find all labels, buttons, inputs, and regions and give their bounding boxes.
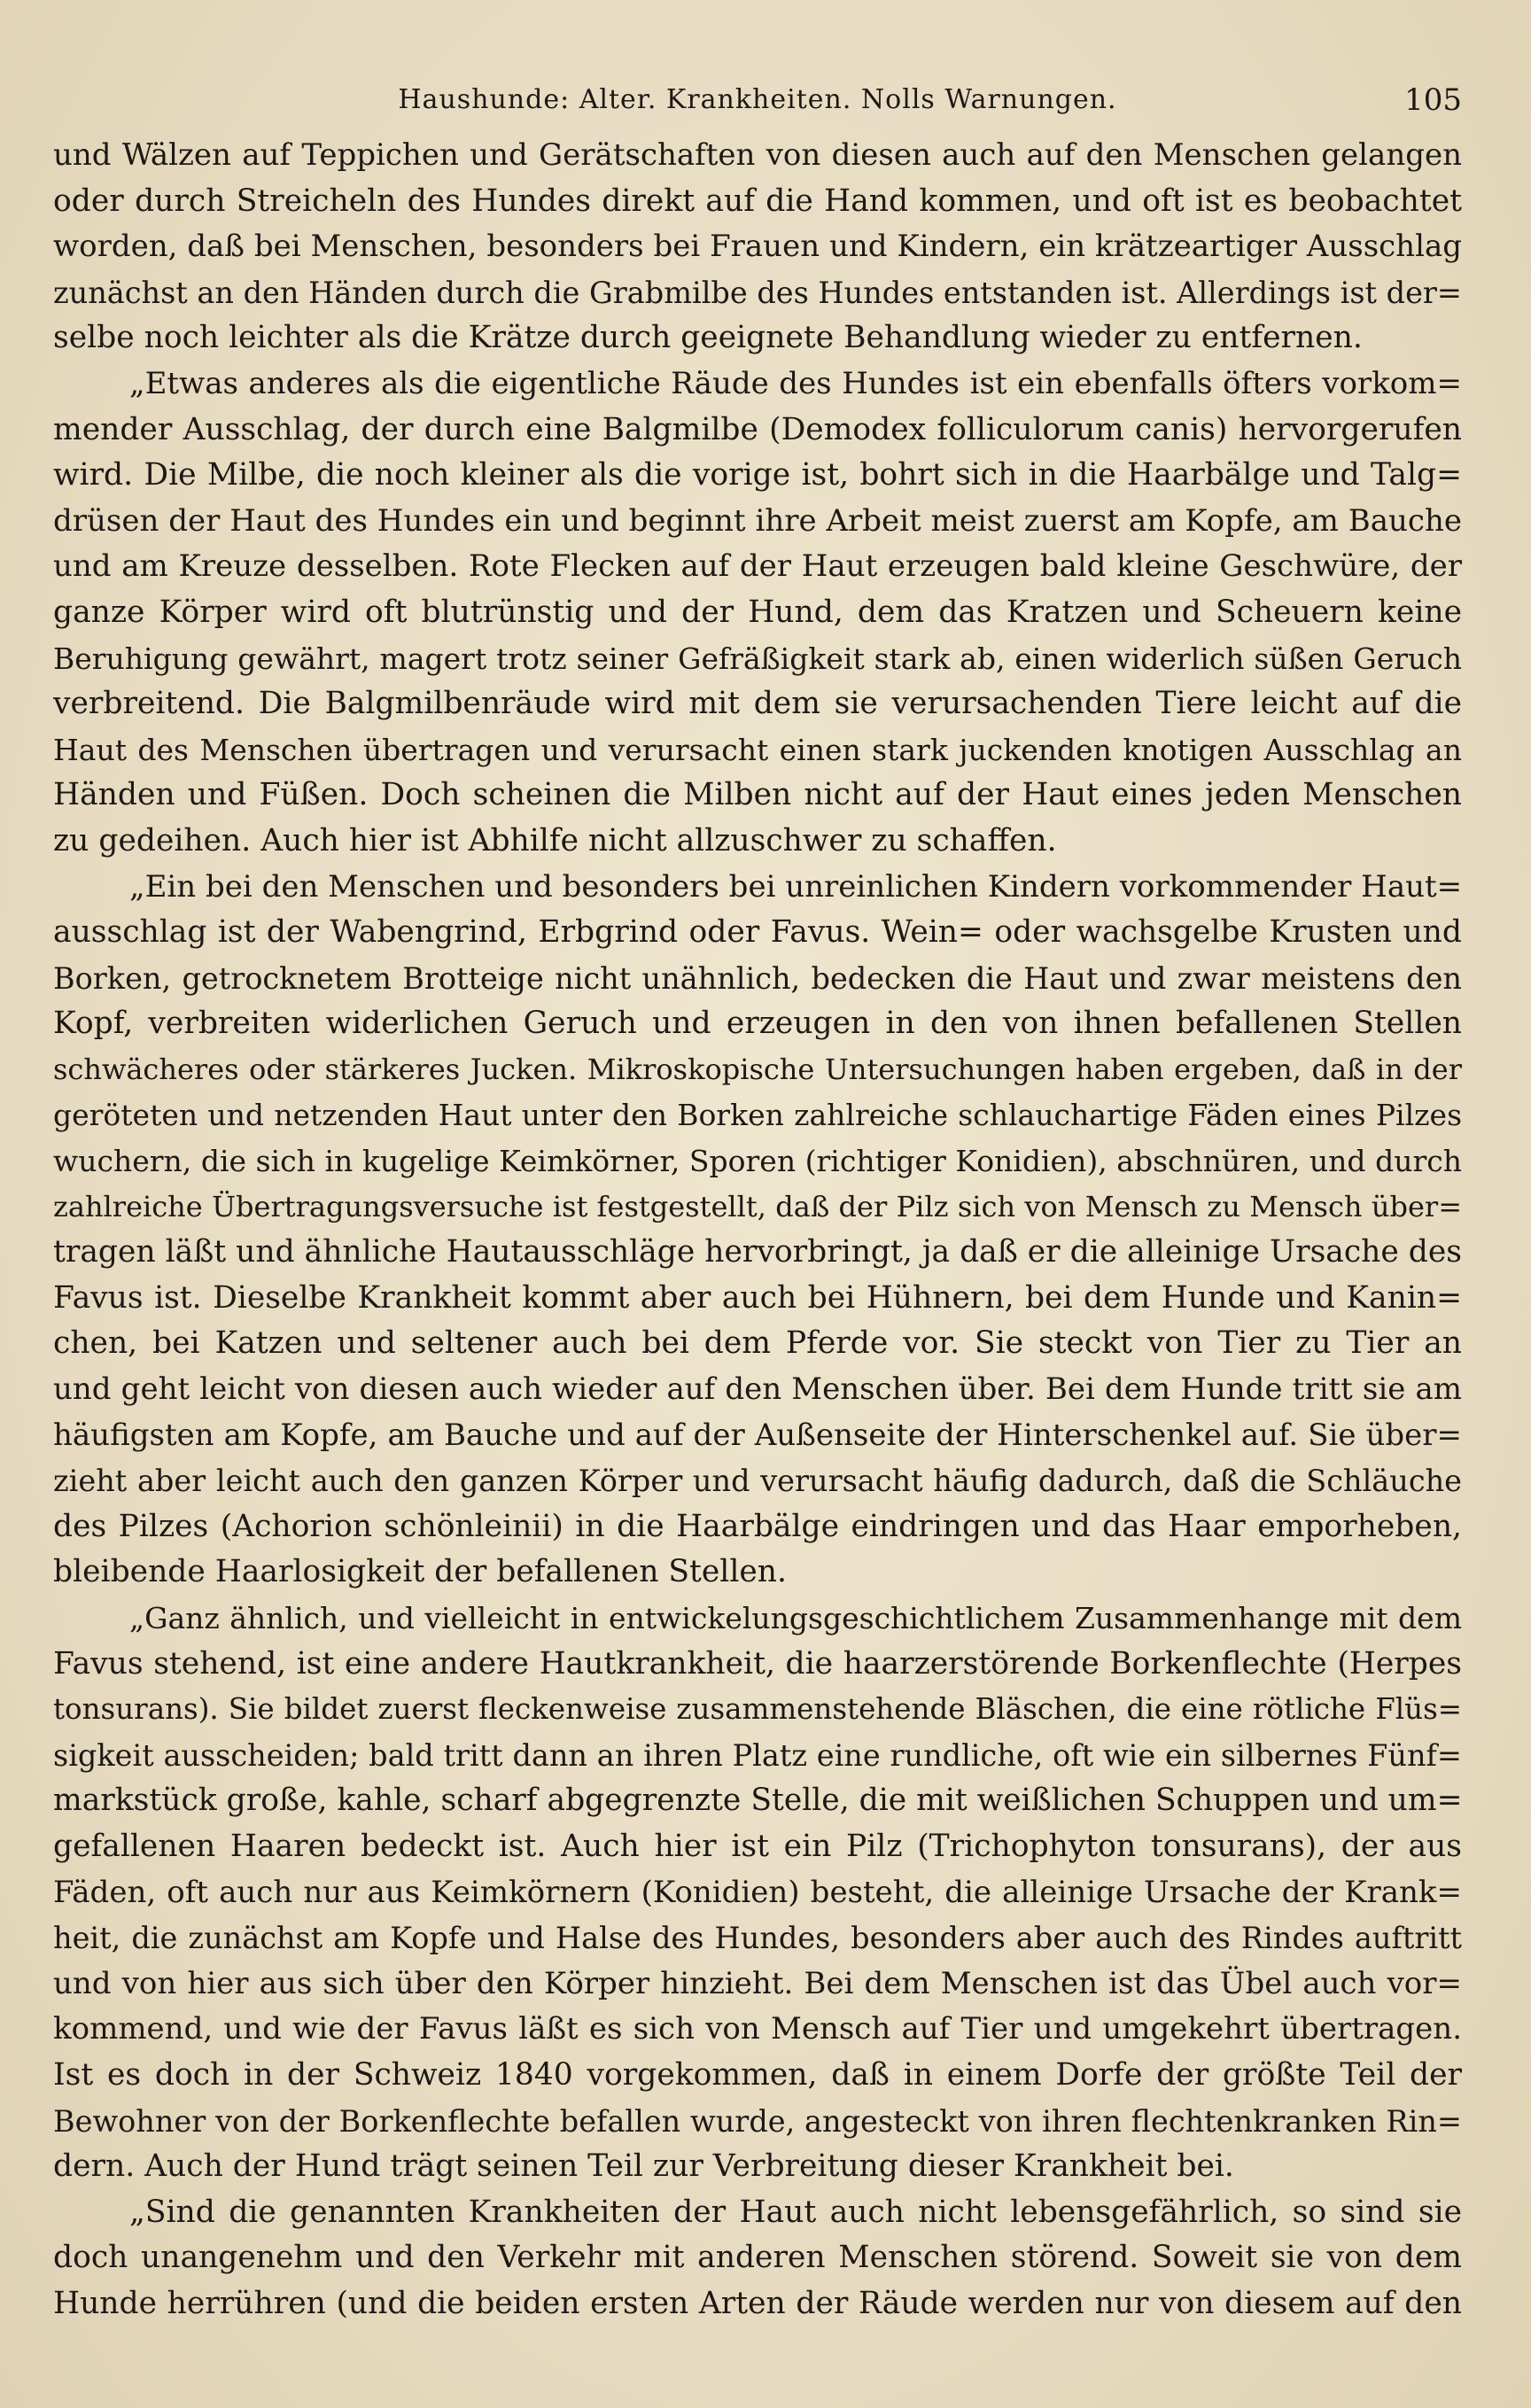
text-line: „Sind die genannten Krankheiten der Haut auch nicht lebensgefährlich, so sind sie: [129, 2194, 1462, 2230]
text-line: doch unangenehm und den Verkehr mit anderen Menschen störend. Soweit sie von dem: [53, 2240, 1462, 2276]
text-line: Fäden, oft auch nur aus Keimkörnern (Konidien) besteht, die alleinige Ursache der Krank=: [53, 1874, 1462, 1910]
text-line: bleibende Haarlosigkeit der befallenen Stellen.: [53, 1554, 787, 1590]
text-line: sigkeit ausscheiden; bald tritt dann an ihren Platz eine rundliche, oft wie ein silbernes Fünf=: [53, 1737, 1462, 1773]
text-line: wuchern, die sich in kugelige Keimkörner, Sporen (richtiger Konidien), abschnüren, und durch: [53, 1144, 1462, 1179]
text-line: Favus stehend, ist eine andere Hautkrankheit, die haarzerstörende Borkenflechte (Herpes: [53, 1645, 1462, 1682]
text-line: Haut des Menschen übertragen und verursacht einen stark juckenden knotigen Ausschlag an: [53, 732, 1462, 767]
text-line: Borken, getrocknetem Brotteige nicht unähnlich, bedecken die Haut und zwar meistens den: [53, 960, 1462, 996]
text-line: wird. Die Milbe, die noch kleiner als die vorige ist, bohrt sich in die Haarbälge und Talg=: [53, 457, 1462, 493]
text-line: zunächst an den Händen durch die Grabmilbe des Hundes entstanden ist. Allerdings ist der=: [53, 275, 1462, 310]
text-line: oder durch Streicheln des Hundes direkt auf die Hand kommen, und oft ist es beobachtet: [53, 183, 1462, 219]
text-line: verbreitend. Die Balgmilbenräude wird mit dem sie verursachenden Tiere leicht auf die: [53, 686, 1462, 722]
text-line: schwächeres oder stärkeres Jucken. Mikroskopische Untersuchungen haben ergeben, daß in der: [53, 1052, 1462, 1086]
text-line: und Wälzen auf Teppichen und Gerätschaften von diesen auch auf den Menschen gelangen: [53, 137, 1462, 173]
text-line: heit, die zunächst am Kopfe und Halse des Hundes, besonders aber auch des Rindes auftritt: [53, 1921, 1462, 1956]
text-line: Favus ist. Dieselbe Krankheit kommt aber auch bei Hühnern, bei dem Hunde und Kanin=: [53, 1279, 1462, 1316]
text-line: chen, bei Katzen und seltener auch bei dem Pferde vor. Sie steckt von Tier zu Tier an: [53, 1325, 1462, 1362]
page-header: [53, 78, 1462, 122]
page-number: 105: [1404, 82, 1462, 118]
text-line: und am Kreuze desselben. Rote Flecken auf der Haut erzeugen bald kleine Geschwüre, der: [53, 548, 1462, 585]
running-title: Haushunde: Alter. Krankheiten. Nolls Warnungen.: [398, 84, 1117, 115]
text-line: Bewohner von der Borkenflechte befallen wurde, angesteckt von ihren flechtenkranken Rin=: [53, 2103, 1462, 2139]
text-line: häufigsten am Kopfe, am Bauche und auf der Außenseite der Hinterschenkel auf. Sie über=: [53, 1417, 1462, 1453]
text-line: „Etwas anderes als die eigentliche Räude des Hundes ist ein ebenfalls öfters vorkom=: [129, 365, 1462, 401]
text-line: worden, daß bei Menschen, besonders bei Frauen und Kindern, ein krätzeartiger Ausschlag: [53, 229, 1462, 265]
text-line: geröteten und netzenden Haut unter den Borken zahlreiche schlauchartige Fäden eines Pilzes: [53, 1098, 1462, 1133]
text-line: dern. Auch der Hund trägt seinen Teil zur Verbreitung dieser Krankheit bei.: [53, 2148, 1234, 2185]
text-line: Kopf, verbreiten widerlichen Geruch und erzeugen in den von ihnen befallenen Stellen: [53, 1006, 1462, 1042]
text-line: und geht leicht von diesen auch wieder auf den Menschen über. Bei dem Hunde tritt sie am: [53, 1371, 1462, 1408]
text-line: und von hier aus sich über den Körper hinzieht. Bei dem Menschen ist das Übel auch vor=: [53, 1965, 1462, 2001]
text-line: Ist es doch in der Schweiz 1840 vorgekommen, daß in einem Dorfe der größte Teil der: [53, 2056, 1462, 2093]
text-line: gefallenen Haaren bedeckt ist. Auch hier ist ein Pilz (Trichophyton tonsurans), der aus: [53, 1828, 1462, 1864]
text-line: des Pilzes (Achorion schönleinii) in die Haarbälge eindringen und das Haar emporheben,: [53, 1508, 1462, 1544]
text-line: Beruhigung gewährt, magert trotz seiner Gefräßigkeit stark ab, einen widerlich süßen Geruch: [53, 641, 1462, 676]
text-line: tonsurans). Sie bildet zuerst fleckenweise zusammenstehende Bläschen, die eine rötliche Flüs=: [53, 1692, 1462, 1727]
text-line: kommend, und wie der Favus läßt es sich von Mensch auf Tier und umgekehrt übertragen.: [53, 2011, 1462, 2047]
text-line: zahlreiche Übertragungsversuche ist festgestellt, daß der Pilz sich von Mensch zu Mensch über=: [53, 1189, 1462, 1223]
text-line: selbe noch leichter als die Krätze durch geeignete Behandlung wieder zu entfernen.: [53, 320, 1363, 356]
text-line: ganze Körper wird oft blutrünstig und der Hund, dem das Kratzen und Scheuern keine: [53, 594, 1462, 630]
text-line: Hunde herrühren (und die beiden ersten Arten der Räude werden nur von diesem auf den: [53, 2285, 1462, 2321]
text-line: Händen und Füßen. Doch scheinen die Milben nicht auf der Haut eines jeden Menschen: [53, 777, 1462, 813]
text-line: tragen läßt und ähnliche Hautausschläge hervorbringt, ja daß er die alleinige Ursache des: [53, 1234, 1462, 1270]
text-line: „Ganz ähnlich, und vielleicht in entwickelungsgeschichtlichem Zusammenhange mit dem: [129, 1601, 1462, 1635]
text-line: zieht aber leicht auch den ganzen Körper und verursacht häufig dadurch, daß die Schläuche: [53, 1464, 1462, 1499]
text-line: zu gedeihen. Auch hier ist Abhilfe nicht allzuschwer zu schaffen.: [53, 822, 1057, 858]
text-line: drüsen der Haut des Hundes ein und beginnt ihre Arbeit meist zuerst am Kopfe, am Bauche: [53, 502, 1462, 539]
body-text: [53, 133, 1462, 2327]
text-line: markstück große, kahle, scharf abgegrenzte Stelle, die mit weißlichen Schuppen und um=: [53, 1783, 1462, 1819]
text-line: ausschlag ist der Wabengrind, Erbgrind oder Favus. Wein= oder wachsgelbe Krusten und: [53, 914, 1462, 951]
text-line: mender Ausschlag, der durch eine Balgmilbe (Demodex folliculorum canis) hervorgerufen: [53, 411, 1462, 447]
text-line: „Ein bei den Menschen und besonders bei unreinlichen Kindern vorkommender Haut=: [129, 868, 1462, 905]
